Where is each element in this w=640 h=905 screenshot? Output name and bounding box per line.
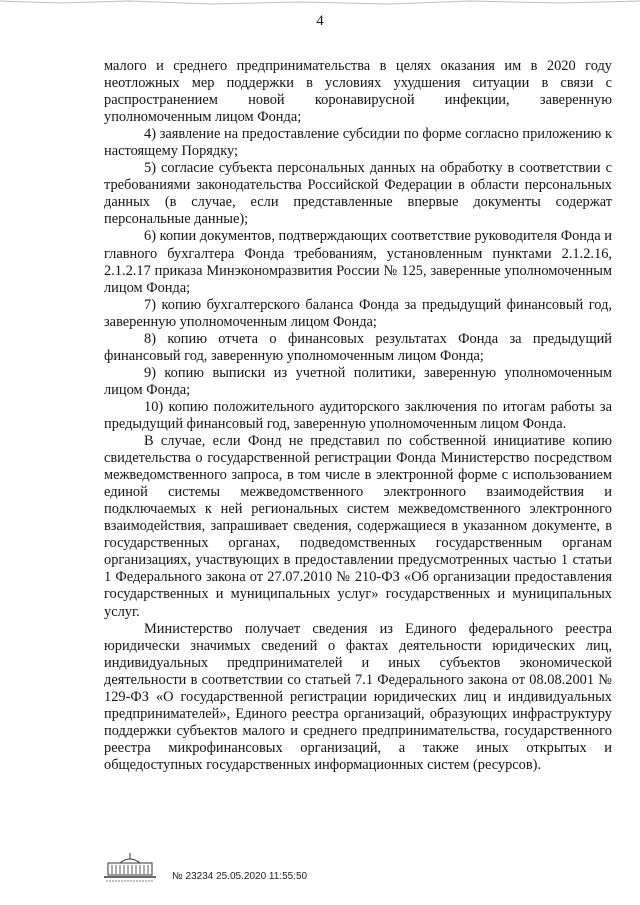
document-footer [100, 843, 360, 893]
paragraph: 6) копии документов, подтверждающих соответствие руководителя Фонда и главного бухгалтера Фонда требованиям, установленным пунктами 2.1.2.16, 2.1.2.17 приказа Минэкономразвития России № 125, заверенные уполномоченным лицом Фонда; [104, 228, 612, 296]
paragraph: 9) копию выписки из учетной политики, заверенную уполномоченным лицом Фонда; [104, 364, 612, 398]
paragraph: малого и среднего предпринимательства в целях оказания им в 2020 году неотложных мер поддержки в условиях ухудшения ситуации в связи с распространением новой коронавирусной инфекции, заверенную уполномоченным лицом Фонда; [104, 58, 612, 126]
paragraph: 7) копию бухгалтерского баланса Фонда за предыдущий финансовый год, заверенную уполномоченным лицом Фонда; [104, 296, 612, 330]
paragraph: Министерство получает сведения из Единого федерального реестра юридически значимых сведений о фактах деятельности юридических лиц, индивидуальных предпринимателей и иных субъектов экономической деятельности в соответствии со статьей 7.1 Федерального закона от 08.08.2001 № 129-ФЗ «О государственной регистрации юридических лиц и индивидуальных предпринимателей», Единого реестра организаций, образующих инфраструктуру поддержки субъектов малого и среднего предпринимательства, государственного реестра микрофинансовых организаций, а также иных открытых и общедоступных государственных информационных систем (ресурсов). [104, 620, 612, 773]
page-number: 4 [316, 13, 324, 29]
ministry-building-logo [100, 851, 160, 889]
paragraph: В случае, если Фонд не представил по собственной инициативе копию свидетельства о государственной регистрации Фонда Министерство посредством межведомственного запроса, в том числе в электронной форме с использованием единой системы межведомственного электронного взаимодействия и подключаемых к ней региональных систем межведомственного электронного взаимодействия, запрашивает сведения, содержащиеся в указанном документе, в государственных органах, подведомственных государственным органам организациях, участвующих в предоставлении предусмотренных частью 1 статьи 1 Федерального закона от 27.07.2010 № 210-ФЗ «Об организации предоставления государственных и муниципальных услуг» государственных и муниципальных услуг. [104, 433, 612, 620]
paragraph: 5) согласие субъекта персональных данных на обработку в соответствии с требованиями законодательства Российской Федерации в области персональных данных (в случае, если представленные впервые документы содержат персональные данные); [104, 160, 612, 228]
document-body [104, 58, 612, 774]
document-registration-code: № 23234 25.05.2020 11:55:50 [172, 871, 308, 882]
scan-edge-artifact [0, 0, 640, 6]
paragraph: 8) копию отчета о финансовых результатах Фонда за предыдущий финансовый год, заверенную уполномоченным лицом Фонда; [104, 330, 612, 364]
paragraph: 10) копию положительного аудиторского заключения по итогам работы за предыдущий финансовый год, заверенную уполномоченным лицом Фонда. [104, 398, 612, 432]
paragraph: 4) заявление на предоставление субсидии по форме согласно приложению к настоящему Порядку; [104, 126, 612, 160]
